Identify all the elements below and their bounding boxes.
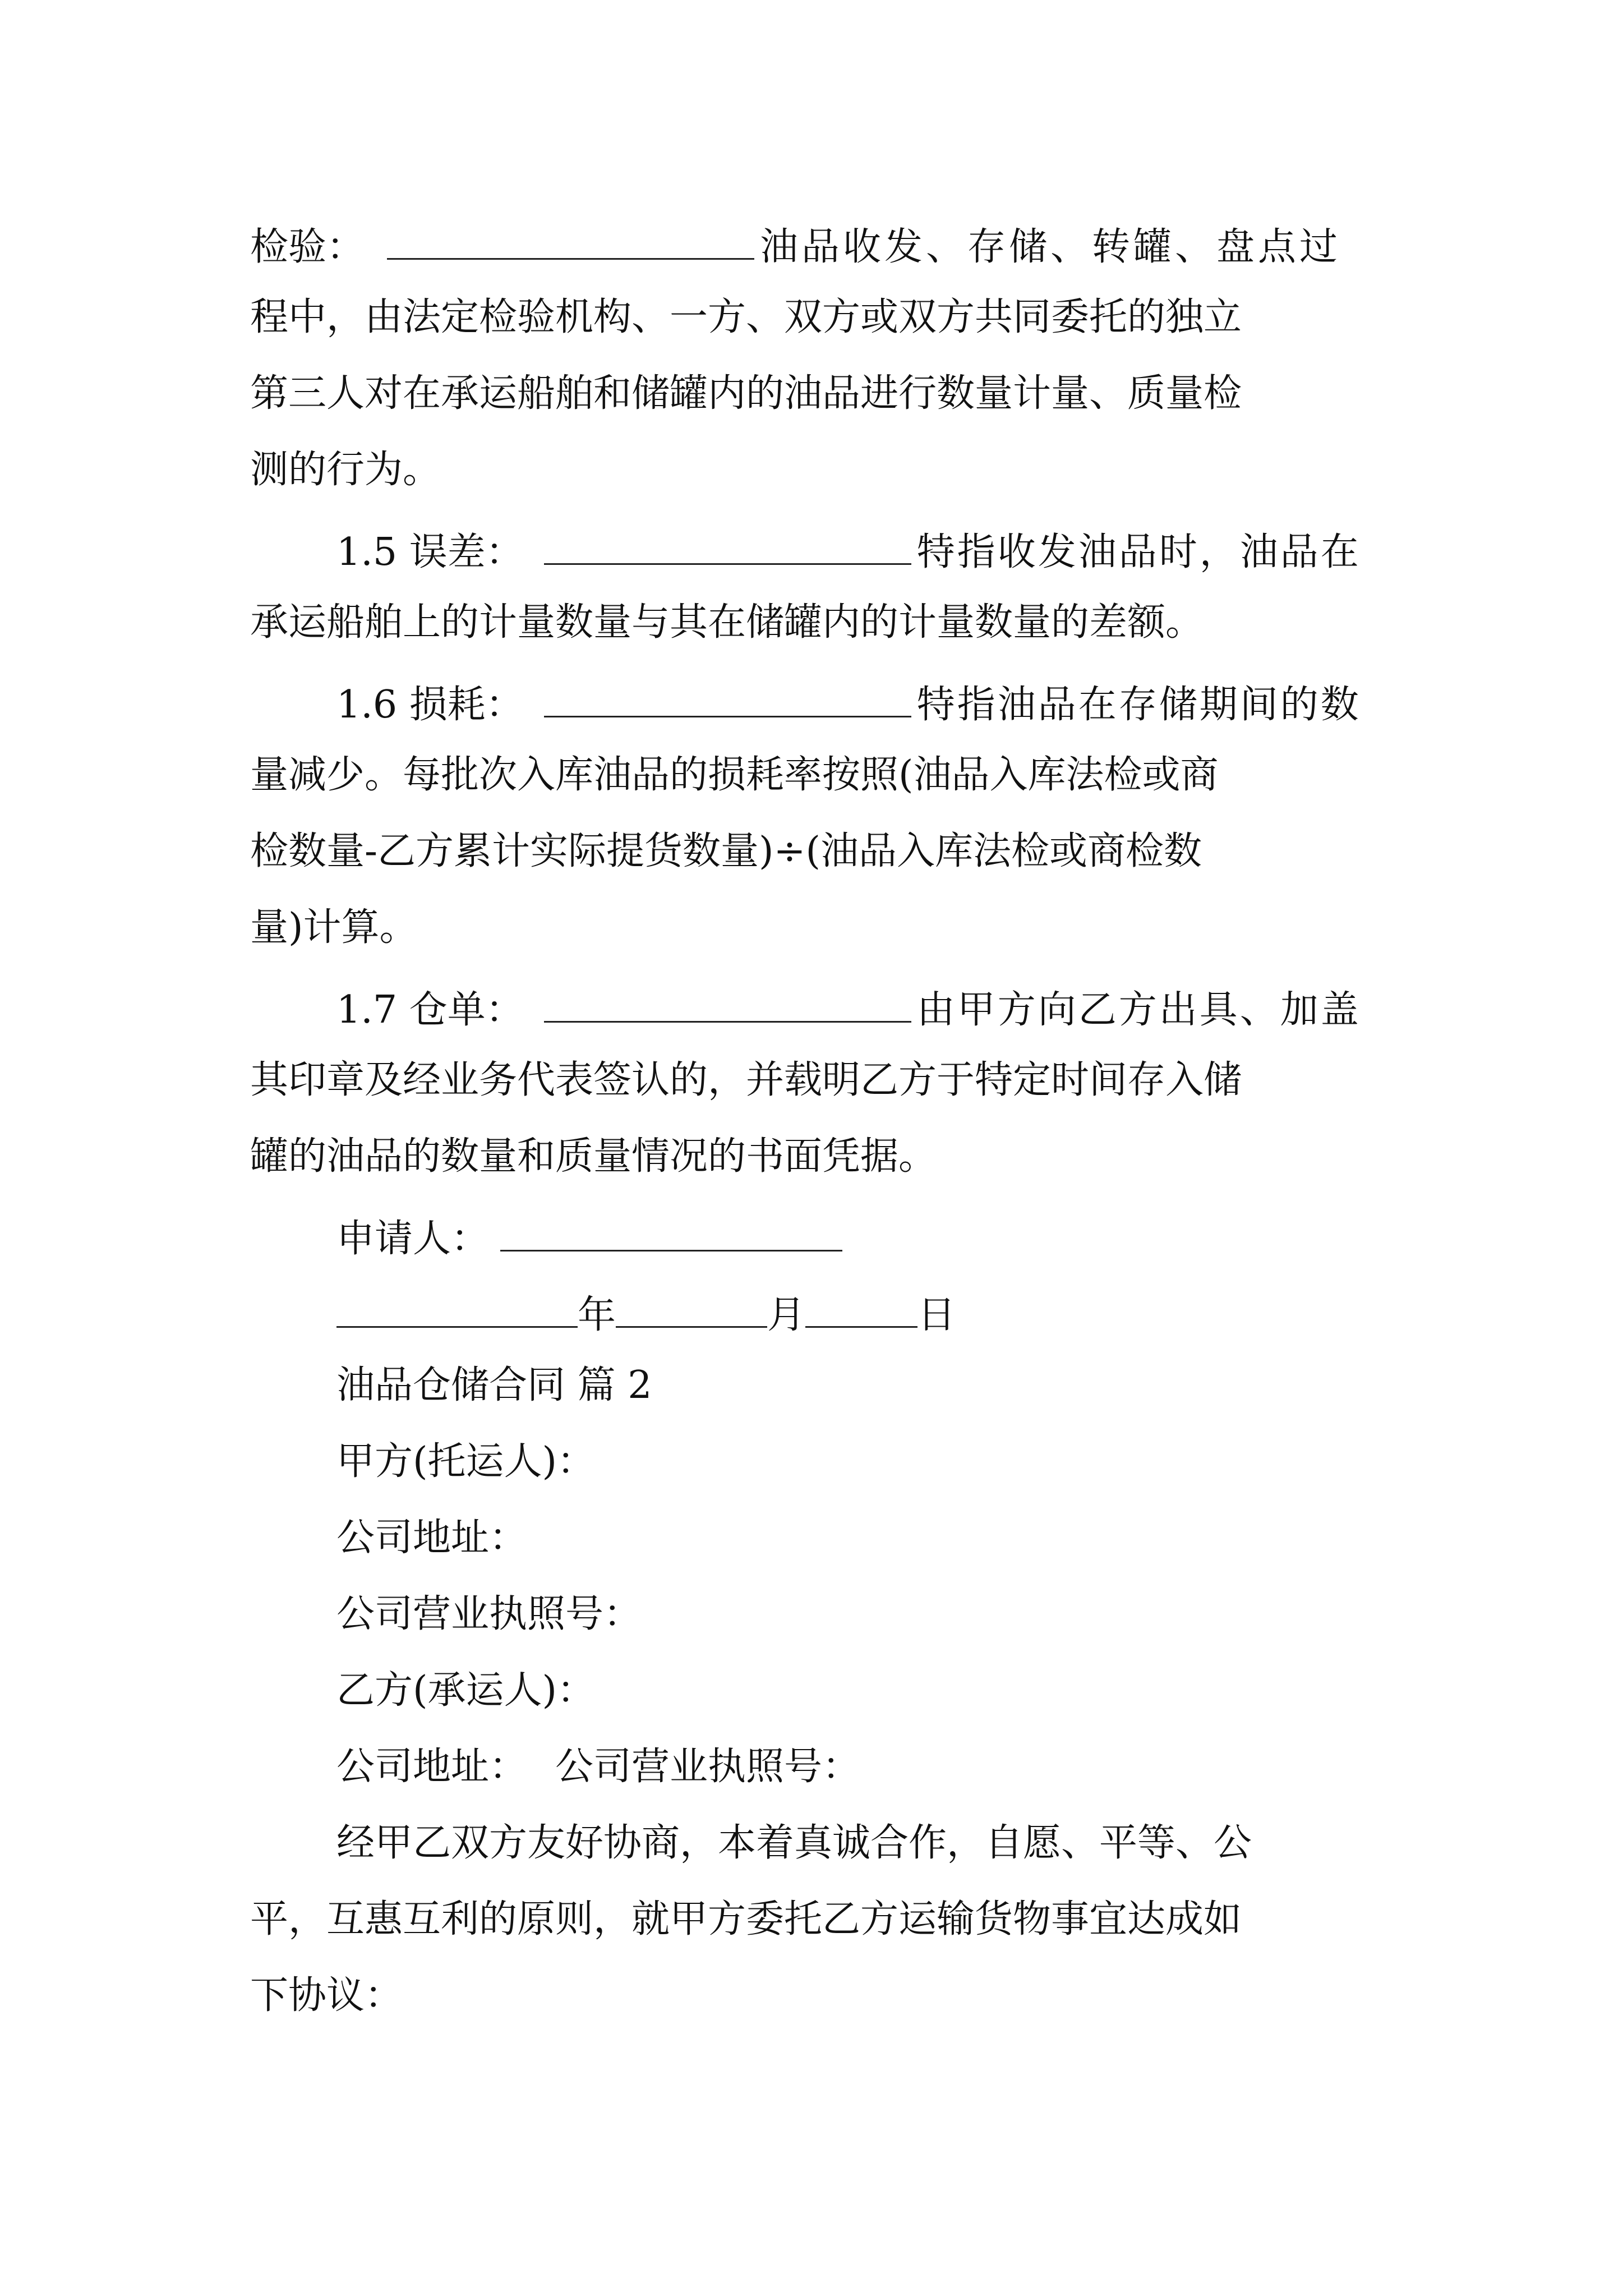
definition-text: 由甲方向乙方出具、加盖 [916,988,1361,1032]
definition-text: 油品收发、存储、转罐、盘点过 [760,225,1341,269]
applicant-label: 申请人： [336,1217,490,1261]
blank-field [387,222,754,260]
blank-field [544,527,911,565]
day-label: 日 [917,1293,956,1337]
blank-field [544,985,911,1023]
inspection-line-4: 测的行为。 [250,448,441,492]
year-blank [336,1290,578,1328]
party-a-license: 公司营业执照号： [336,1592,642,1636]
definition-text: 特指收发油品时，油品在 [916,530,1361,574]
year-label: 年 [578,1293,616,1337]
agreement-line-3: 下协议： [250,1973,403,2018]
party-a-label: 甲方(托运人)： [336,1439,596,1484]
loss-line-4: 量)计算。 [250,905,418,950]
error-line-2: 承运船舶上的计量数量与其在储罐内的计量数量的差额。 [250,600,1204,645]
loss-line-2: 量减少。每批次入库油品的损耗率按照(油品入库法检或商 [250,753,1219,797]
party-b-label: 乙方(承运人)： [336,1668,596,1713]
term-label: 1.7 仓单： [336,988,524,1032]
blank-field [544,680,911,717]
term-label: 1.5 误差： [336,530,524,574]
month-blank [616,1290,767,1328]
party-b-address: 公司地址： [336,1745,528,1789]
warrant-line-2: 其印章及经业务代表签认的，并载明乙方于特定时间存入储 [250,1058,1242,1102]
error-line-1 [336,527,1361,572]
day-blank [805,1290,917,1328]
loss-line-1 [336,680,1361,727]
date-line [336,1290,956,1335]
term-label: 检验： [250,225,365,269]
warrant-line-3: 罐的油品的数量和质量情况的书面凭据。 [250,1134,937,1179]
agreement-line-2: 平，互惠互利的原则，就甲方委托乙方运输货物事宜达成如 [250,1897,1242,1941]
inspection-line-2: 程中，由法定检验机构、一方、双方或双方共同委托的独立 [250,295,1242,339]
inspection-line-1 [250,222,1341,269]
inspection-line-3: 第三人对在承运船舶和储罐内的油品进行数量计量、质量检 [250,371,1242,416]
party-b-details [336,1745,861,1789]
term-label: 1.6 损耗： [336,683,524,727]
party-a-address: 公司地址： [336,1516,528,1560]
month-label: 月 [767,1293,806,1337]
agreement-line-1: 经甲乙双方友好协商，本着真诚合作，自愿、平等、公 [336,1821,1252,1865]
warrant-line-1 [336,985,1361,1032]
loss-line-3: 检数量-乙方累计实际提货数量)÷(油品入库法检或商检数 [250,829,1202,873]
applicant-blank [500,1214,842,1251]
applicant-line [336,1214,842,1261]
definition-text: 特指油品在存储期间的数 [916,683,1361,727]
section-title: 油品仓储合同 篇 2 [336,1363,652,1407]
party-b-license: 公司营业执照号： [555,1745,861,1789]
